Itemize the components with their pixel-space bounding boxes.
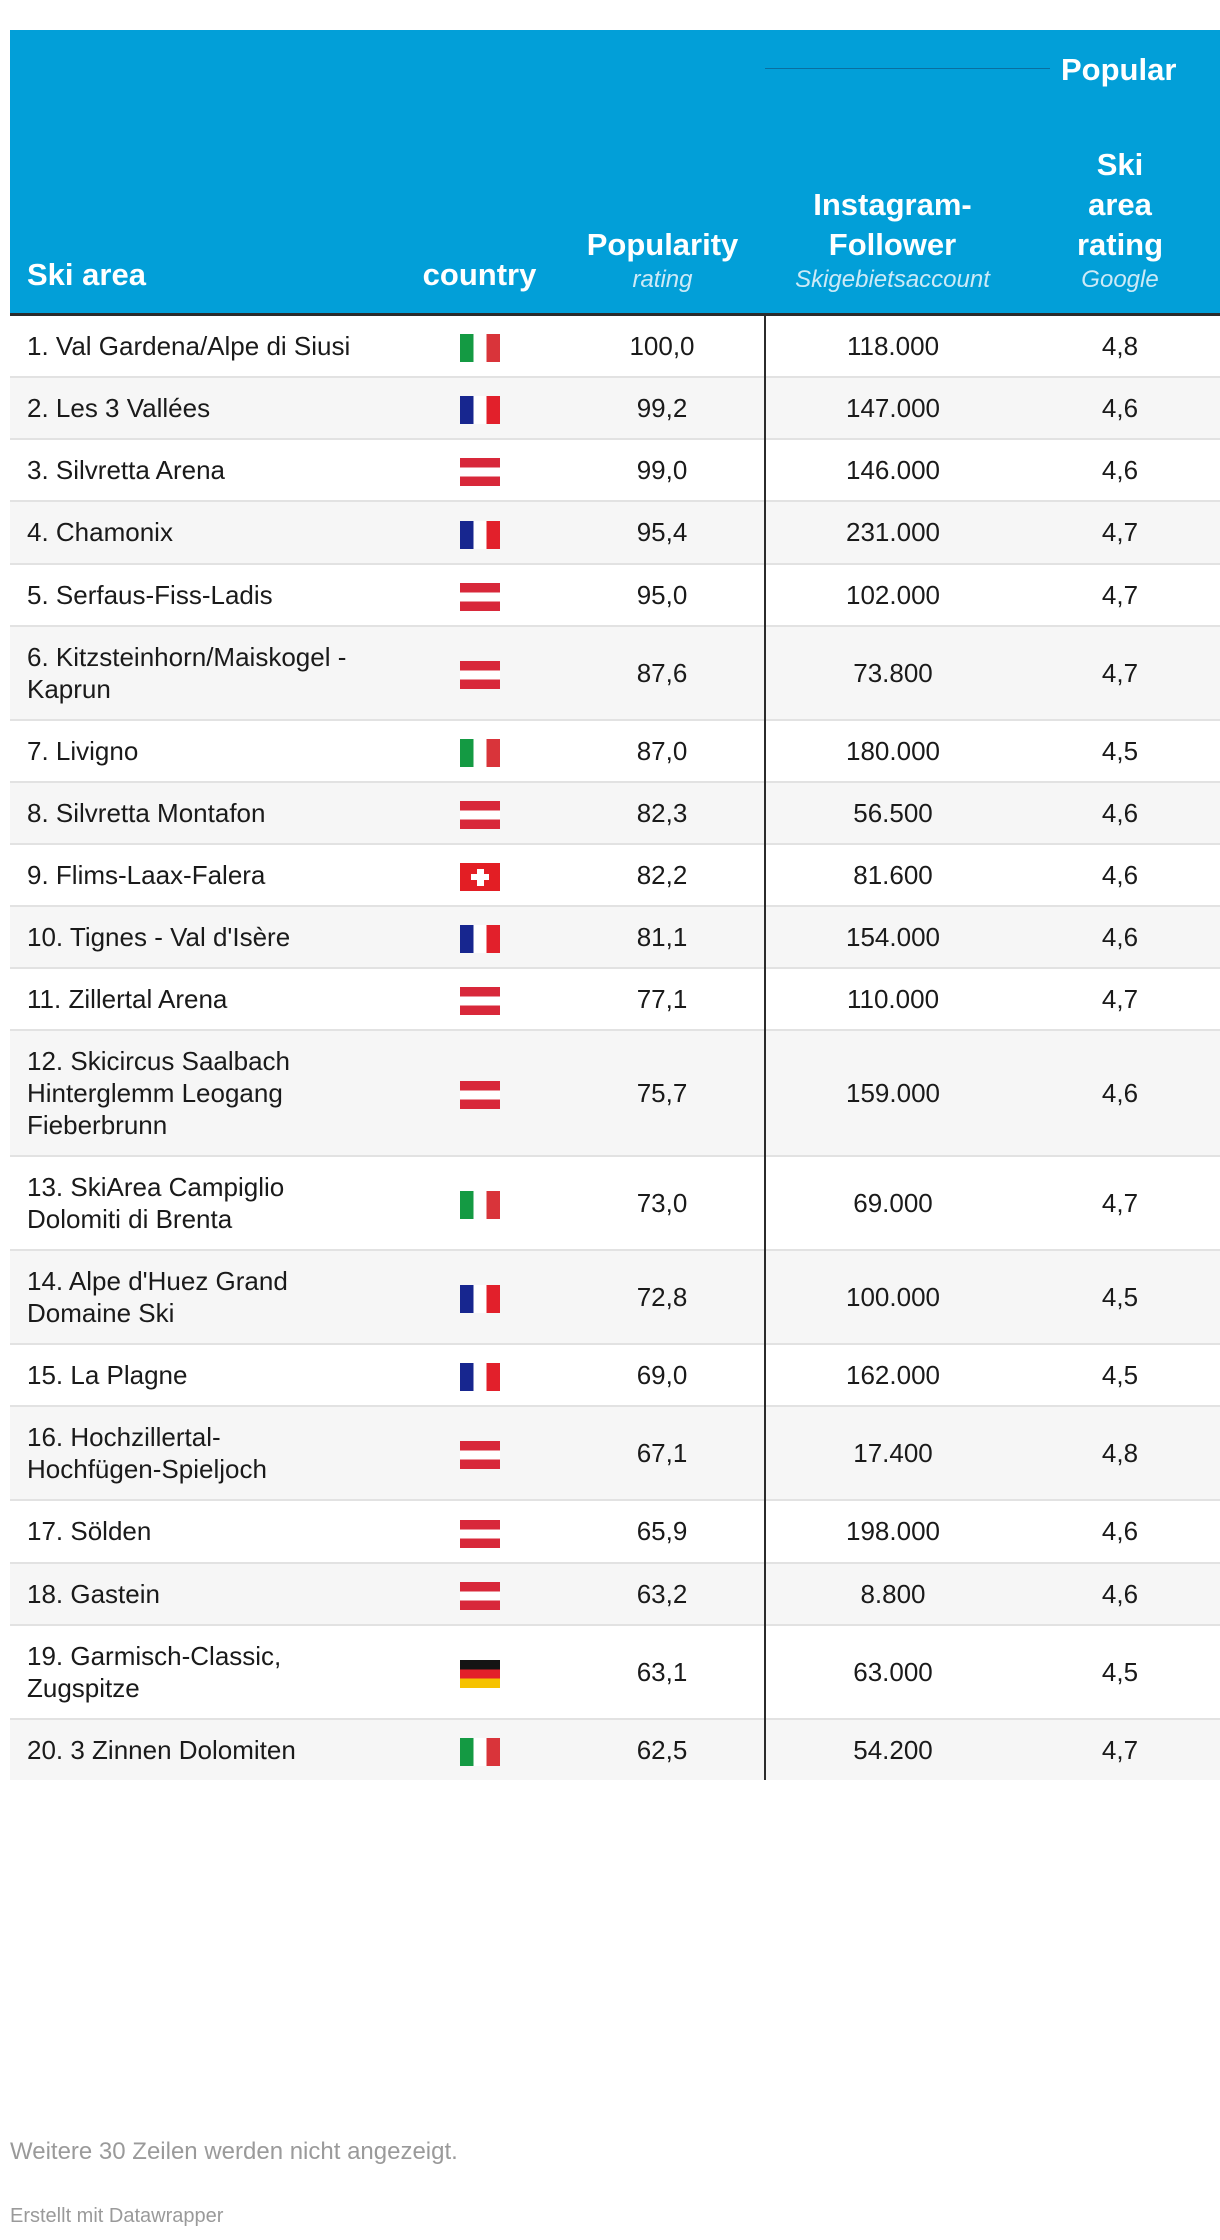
country-cell bbox=[365, 1563, 560, 1625]
column-header-popularity[interactable] bbox=[560, 30, 765, 315]
ski-area-name: 19. Garmisch-Classic, Zugspitze bbox=[27, 1640, 282, 1703]
flag-it-icon bbox=[460, 1191, 500, 1219]
table-row bbox=[10, 315, 1220, 378]
ski-area-name: 17. Sölden bbox=[27, 1516, 152, 1547]
ski-area-name: 1. Val Gardena/Alpe di Siusi bbox=[10, 315, 365, 378]
google-rating: 4,6 bbox=[1101, 1078, 1139, 1109]
ski-area-name: 18. Gastein bbox=[27, 1578, 160, 1609]
google-rating: 4,6 bbox=[1101, 859, 1139, 890]
flag-it-icon bbox=[460, 1738, 500, 1766]
table-row bbox=[10, 782, 1220, 844]
ski-area-name: 20. 3 Zinnen Dolomiten bbox=[27, 1734, 296, 1765]
google-rating: 4,5 bbox=[1101, 735, 1139, 766]
table-row bbox=[10, 1719, 1220, 1780]
popularity-rating: 69,0 bbox=[560, 1344, 765, 1406]
country-cell bbox=[365, 968, 560, 1030]
flag-ch-icon bbox=[460, 863, 500, 891]
country-cell bbox=[365, 906, 560, 968]
instagram-followers: 69.000 bbox=[853, 1188, 933, 1219]
google-rating: 4,7 bbox=[1101, 657, 1139, 688]
column-header-ski-area[interactable] bbox=[10, 30, 365, 315]
instagram-followers: 110.000 bbox=[846, 984, 940, 1015]
google-rating: 4,7 bbox=[1101, 517, 1139, 548]
country-cell bbox=[365, 377, 560, 439]
google-rating: 4,6 bbox=[1101, 1516, 1139, 1547]
column-header-popularity-label: Popularity bbox=[586, 227, 739, 262]
ski-area-name: 7. Livigno bbox=[27, 735, 139, 766]
table-row bbox=[10, 626, 1220, 720]
popularity-rating: 87,0 bbox=[560, 720, 765, 782]
popularity-rating: 99,2 bbox=[560, 377, 765, 439]
instagram-followers: 231.000 bbox=[846, 517, 940, 548]
country-cell bbox=[365, 501, 560, 563]
table-row bbox=[10, 377, 1220, 439]
flag-at-icon bbox=[460, 1582, 500, 1610]
flag-at-icon bbox=[460, 583, 500, 611]
table-row bbox=[10, 1625, 1220, 1719]
ski-area-name: 3. Silvretta Arena bbox=[27, 455, 225, 486]
google-rating: 4,5 bbox=[1101, 1360, 1139, 1391]
ski-area-name: 10. Tignes - Val d'Isère bbox=[27, 922, 291, 953]
country-cell bbox=[365, 439, 560, 501]
ski-area-name: 8. Silvretta Montafon bbox=[27, 797, 266, 828]
table-row bbox=[10, 1156, 1220, 1250]
flag-at-icon bbox=[460, 1520, 500, 1548]
instagram-followers: 54.200 bbox=[853, 1734, 933, 1765]
country-cell bbox=[365, 315, 560, 378]
table-row bbox=[10, 564, 1220, 626]
popularity-rating: 67,1 bbox=[560, 1406, 765, 1500]
instagram-followers: 17.400 bbox=[853, 1438, 933, 1469]
google-rating: 4,7 bbox=[1101, 579, 1139, 610]
country-cell bbox=[365, 1344, 560, 1406]
column-group-label: Popular bbox=[1061, 52, 1177, 87]
ski-area-ranking-table bbox=[10, 30, 1220, 1780]
popularity-rating: 65,9 bbox=[560, 1500, 765, 1562]
table-row bbox=[10, 501, 1220, 563]
flag-at-icon bbox=[460, 801, 500, 829]
google-rating: 4,6 bbox=[1101, 797, 1139, 828]
popularity-rating: 77,1 bbox=[560, 968, 765, 1030]
ski-area-name: 11. Zillertal Arena bbox=[27, 984, 228, 1015]
credit-link[interactable]: Erstellt mit Datawrapper bbox=[10, 2205, 224, 2227]
table-body bbox=[10, 315, 1220, 1780]
google-rating: 4,8 bbox=[1020, 315, 1220, 378]
popularity-rating: 95,4 bbox=[560, 501, 765, 563]
instagram-followers: 154.000 bbox=[846, 922, 940, 953]
popularity-rating: 82,3 bbox=[560, 782, 765, 844]
table-row bbox=[10, 968, 1220, 1030]
ski-area-name: 13. SkiArea Campiglio Dolomiti di Brenta bbox=[27, 1172, 285, 1235]
popularity-rating: 82,2 bbox=[560, 844, 765, 906]
google-rating: 4,7 bbox=[1101, 1188, 1139, 1219]
ski-area-name: 15. La Plagne bbox=[27, 1360, 188, 1391]
google-rating: 4,6 bbox=[1101, 1578, 1139, 1609]
popularity-rating: 99,0 bbox=[560, 439, 765, 501]
flag-at-icon bbox=[460, 1081, 500, 1109]
google-rating: 4,5 bbox=[1101, 1282, 1139, 1313]
ranking-table-container bbox=[10, 30, 1220, 1780]
column-header-instagram-label: Instagram-Follower bbox=[813, 187, 972, 262]
country-cell bbox=[365, 1156, 560, 1250]
ski-area-name: 9. Flims-Laax-Falera bbox=[27, 859, 266, 890]
ski-area-name: 16. Hochzillertal-Hochfügen-Spieljoch bbox=[27, 1422, 267, 1485]
google-rating: 4,8 bbox=[1101, 1438, 1139, 1469]
column-group-divider bbox=[765, 68, 1050, 69]
table-row bbox=[10, 844, 1220, 906]
flag-de-icon bbox=[460, 1660, 500, 1688]
country-cell bbox=[365, 1030, 560, 1156]
table-row bbox=[10, 1406, 1220, 1500]
flag-fr-icon bbox=[460, 396, 500, 424]
flag-at-icon bbox=[460, 661, 500, 689]
flag-at-icon bbox=[460, 987, 500, 1015]
country-cell bbox=[365, 1719, 560, 1780]
flag-fr-icon bbox=[460, 1363, 500, 1391]
instagram-followers: 159.000 bbox=[846, 1078, 940, 1109]
ski-area-name: 6. Kitzsteinhorn/Maiskogel - Kaprun bbox=[27, 641, 347, 704]
google-rating: 4,5 bbox=[1101, 1656, 1139, 1687]
column-header-instagram-sub: Skigebietsaccount bbox=[795, 266, 990, 293]
table-row bbox=[10, 1344, 1220, 1406]
flag-at-icon bbox=[460, 458, 500, 486]
google-rating: 4,7 bbox=[1101, 984, 1139, 1015]
google-rating: 4,6 bbox=[1101, 455, 1139, 486]
column-header-google-sub: Google bbox=[1081, 266, 1159, 293]
instagram-followers: 8.800 bbox=[860, 1578, 926, 1609]
instagram-followers: 63.000 bbox=[853, 1656, 933, 1687]
table-row bbox=[10, 1500, 1220, 1562]
popularity-rating: 87,6 bbox=[560, 626, 765, 720]
popularity-rating: 81,1 bbox=[560, 906, 765, 968]
ski-area-name: 12. Skicircus Saalbach Hinterglemm Leogang Fieberbrunn bbox=[27, 1046, 291, 1141]
table-row bbox=[10, 439, 1220, 501]
google-rating: 4,7 bbox=[1101, 1734, 1139, 1765]
flag-fr-icon bbox=[460, 1285, 500, 1313]
table-row bbox=[10, 1563, 1220, 1625]
flag-fr-icon bbox=[460, 925, 500, 953]
instagram-followers: 146.000 bbox=[846, 455, 940, 486]
instagram-followers: 81.600 bbox=[853, 859, 933, 890]
instagram-followers: 147.000 bbox=[846, 393, 940, 424]
instagram-followers: 162.000 bbox=[846, 1360, 940, 1391]
ski-area-name: 2. Les 3 Vallées bbox=[27, 393, 211, 424]
popularity-rating: 100,0 bbox=[560, 315, 765, 378]
country-cell bbox=[365, 1406, 560, 1500]
flag-fr-icon bbox=[460, 521, 500, 549]
popularity-rating: 75,7 bbox=[560, 1030, 765, 1156]
popularity-rating: 95,0 bbox=[560, 564, 765, 626]
column-header-country[interactable] bbox=[365, 30, 560, 315]
table-header bbox=[10, 30, 1220, 315]
instagram-followers: 118.000 bbox=[765, 315, 1020, 378]
column-header-popularity-sub: rating bbox=[632, 266, 693, 293]
instagram-followers: 102.000 bbox=[846, 579, 940, 610]
flag-at-icon bbox=[460, 1441, 500, 1469]
popularity-rating: 72,8 bbox=[560, 1250, 765, 1344]
ski-area-name: 14. Alpe d'Huez Grand Domaine Ski bbox=[27, 1266, 288, 1329]
instagram-followers: 198.000 bbox=[846, 1516, 940, 1547]
popularity-rating: 63,2 bbox=[560, 1563, 765, 1625]
ski-area-name: 5. Serfaus-Fiss-Ladis bbox=[27, 579, 273, 610]
flag-it-icon bbox=[460, 739, 500, 767]
popularity-rating: 62,5 bbox=[560, 1719, 765, 1780]
instagram-followers: 180.000 bbox=[846, 735, 940, 766]
instagram-followers: 100.000 bbox=[846, 1282, 940, 1313]
country-cell bbox=[365, 844, 560, 906]
flag-it-icon bbox=[460, 334, 500, 362]
table-row bbox=[10, 1250, 1220, 1344]
country-cell bbox=[365, 1500, 560, 1562]
more-rows-note: Weitere 30 Zeilen werden nicht angezeigt. bbox=[10, 2138, 458, 2165]
country-cell bbox=[365, 1250, 560, 1344]
country-cell bbox=[365, 564, 560, 626]
instagram-followers: 73.800 bbox=[853, 657, 933, 688]
country-cell bbox=[365, 782, 560, 844]
column-header-google[interactable] bbox=[1020, 30, 1220, 315]
google-rating: 4,6 bbox=[1101, 393, 1139, 424]
popularity-rating: 63,1 bbox=[560, 1625, 765, 1719]
table-row bbox=[10, 720, 1220, 782]
column-header-ski-area-label: Ski area bbox=[27, 257, 146, 292]
country-cell bbox=[365, 626, 560, 720]
country-cell bbox=[365, 720, 560, 782]
country-cell bbox=[365, 1625, 560, 1719]
ski-area-name: 4. Chamonix bbox=[27, 517, 173, 548]
table-row bbox=[10, 1030, 1220, 1156]
column-header-google-label: Ski area rating bbox=[1076, 147, 1164, 262]
table-row bbox=[10, 906, 1220, 968]
instagram-followers: 56.500 bbox=[853, 797, 933, 828]
column-header-country-label: country bbox=[422, 257, 537, 292]
popularity-rating: 73,0 bbox=[560, 1156, 765, 1250]
google-rating: 4,6 bbox=[1101, 922, 1139, 953]
